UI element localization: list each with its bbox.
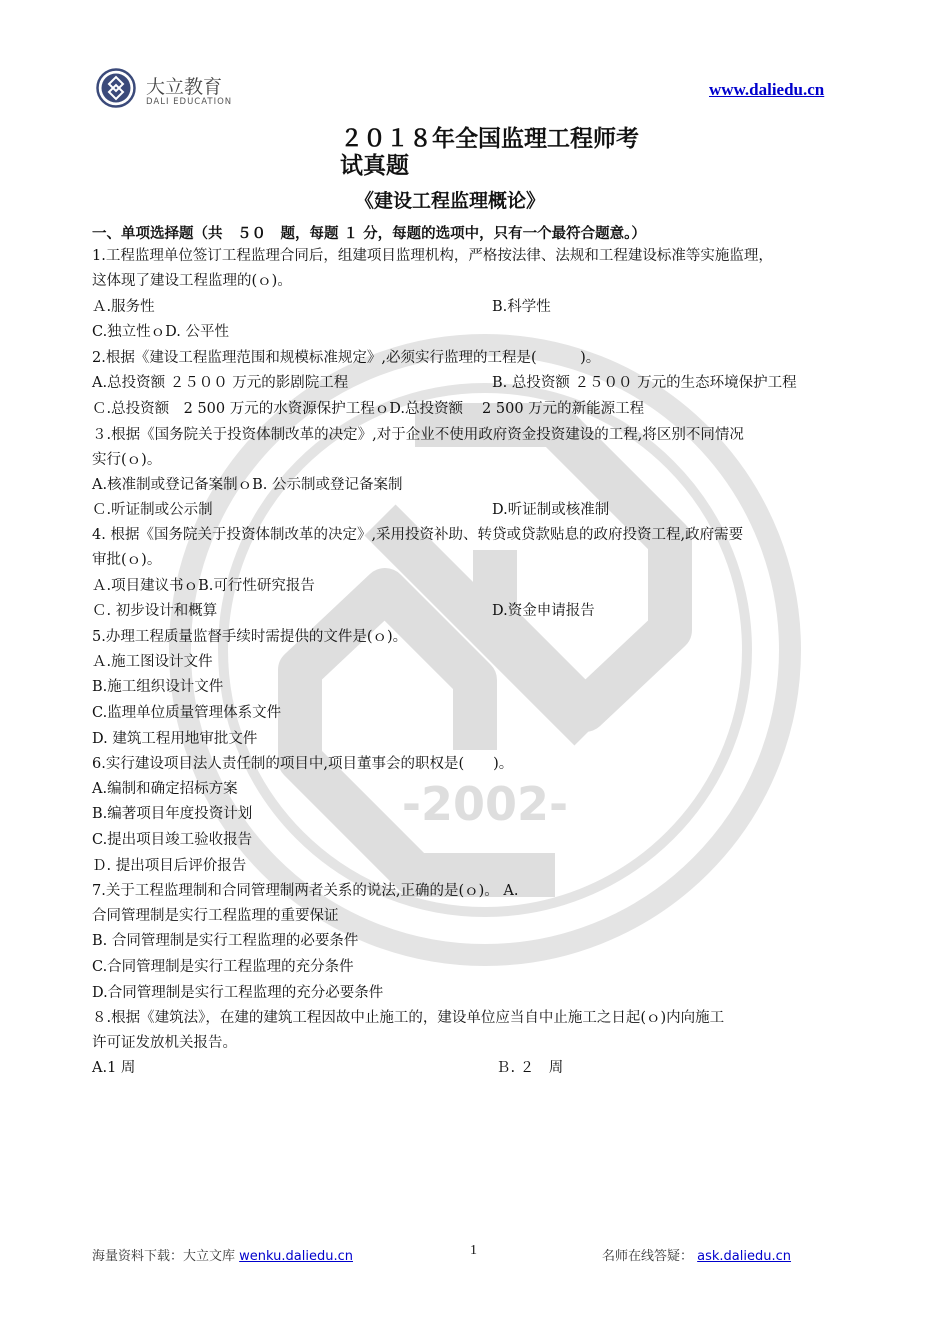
option-cd: Ｃ.总投资额 2 500 万元的水资源保护工程ｏD.总投资额 2 500 万元的新能源工程 [92, 401, 645, 417]
question-text: ８.根据《建筑法》，在建的建筑工程因故中止施工的，建设单位应当自中止施工之日起(ｏ)内向施工 [92, 1010, 725, 1026]
site-link[interactable]: www.daliedu.cn [709, 80, 825, 99]
section-heading: 一、单项选择题（共 ５０ 题，每题 １ 分，每题的选项中，只有一个最符合题意。） [92, 225, 646, 242]
question-text: 6.实行建设项目法人责任制的项目中,项目董事会的职权是( )。 [92, 756, 514, 772]
question-text: 这体现了建设工程监理的(ｏ)。 [92, 273, 292, 289]
question-text: 5.办理工程质量监督手续时需提供的文件是(ｏ)。 [92, 629, 408, 645]
page-title-cont: 试真题 [340, 152, 409, 179]
page-number: 1 [470, 1243, 477, 1258]
logo-subtext: DALI EDUCATION [146, 97, 233, 107]
question-text: 7.关于工程监理制和合同管理制两者关系的说法,正确的是(ｏ)。 A. [92, 883, 519, 899]
option-d: D. 建筑工程用地审批文件 [92, 731, 258, 747]
option-a: A.编制和确定招标方案 [92, 781, 238, 797]
logo-text: 大立教育 [146, 76, 223, 98]
option-c: C.合同管理制是实行工程监理的充分条件 [92, 959, 354, 975]
footer-right [602, 1245, 791, 1264]
option-a: 合同管理制是实行工程监理的重要保证 [92, 908, 339, 924]
option-b: Ｂ. ２ 周 [496, 1060, 564, 1076]
option-d: Ｄ. 提出项目后评价报告 [92, 858, 247, 874]
option-a: Ａ.施工图设计文件 [92, 654, 213, 670]
option-d: D.听证制或核准制 [492, 502, 610, 518]
footer-ask-link[interactable]: ask.daliedu.cn [697, 1249, 792, 1264]
option-d: D.合同管理制是实行工程监理的充分必要条件 [92, 985, 384, 1001]
document-subtitle: 《建设工程监理概论》 [355, 190, 546, 212]
question-text: 许可证发放机关报告。 [92, 1035, 237, 1051]
option-ab: Ａ.项目建议书ｏB.可行性研究报告 [92, 578, 315, 594]
page-title: ２０１８年全国监理工程师考 [340, 125, 639, 152]
option-a: A.总投资额 ２５００ 万元的影剧院工程 [92, 375, 349, 391]
question-text: 实行(ｏ)。 [92, 452, 162, 468]
option-b: B.科学性 [492, 299, 551, 315]
option-c: C.提出项目竣工验收报告 [92, 832, 253, 848]
option-ab: A.核准制或登记备案制ｏB. 公示制或登记备案制 [92, 477, 403, 493]
footer-ask-label: 名师在线答疑： [602, 1249, 694, 1264]
option-c: C.监理单位质量管理体系文件 [92, 705, 282, 721]
option-d: D.资金申请报告 [492, 603, 595, 619]
question-text: 2.根据《建设工程监理范围和规模标准规定》,必须实行监理的工程是( )。 [92, 350, 601, 366]
option-b: B.编著项目年度投资计划 [92, 806, 253, 822]
option-a: A.1 周 [92, 1060, 136, 1076]
footer-wenku-link[interactable]: wenku.daliedu.cn [239, 1249, 353, 1264]
dali-logo-icon [96, 68, 136, 108]
option-b: B.施工组织设计文件 [92, 679, 224, 695]
watermark-year: -2002- [401, 777, 569, 831]
question-text: 审批(ｏ)。 [92, 552, 162, 568]
option-c: Ｃ. 初步设计和概算 [92, 603, 218, 619]
option-b: B. 总投资额 ２５００ 万元的生态环境保护工程 [492, 375, 797, 391]
option-a: Ａ.服务性 [92, 299, 155, 315]
option-cd: C.独立性ｏD. 公平性 [92, 324, 230, 340]
option-b: B. 合同管理制是实行工程监理的必要条件 [92, 933, 359, 949]
question-text: 1.工程监理单位签订工程监理合同后，组建项目监理机构，严格按法律、法规和工程建设标准等实施监理， [92, 248, 773, 264]
option-c: Ｃ.听证制或公示制 [92, 502, 213, 518]
footer-left [92, 1245, 353, 1264]
footer-download-label: 海量资料下载：大立文库 [92, 1249, 236, 1264]
question-text: 4. 根据《国务院关于投资体制改革的决定》,采用投资补助、转贷或贷款贴息的政府投资工程,政府需要 [92, 527, 744, 543]
question-text: ３.根据《国务院关于投资体制改革的决定》,对于企业不使用政府资金投资建设的工程,将区别不同情况 [92, 427, 744, 443]
